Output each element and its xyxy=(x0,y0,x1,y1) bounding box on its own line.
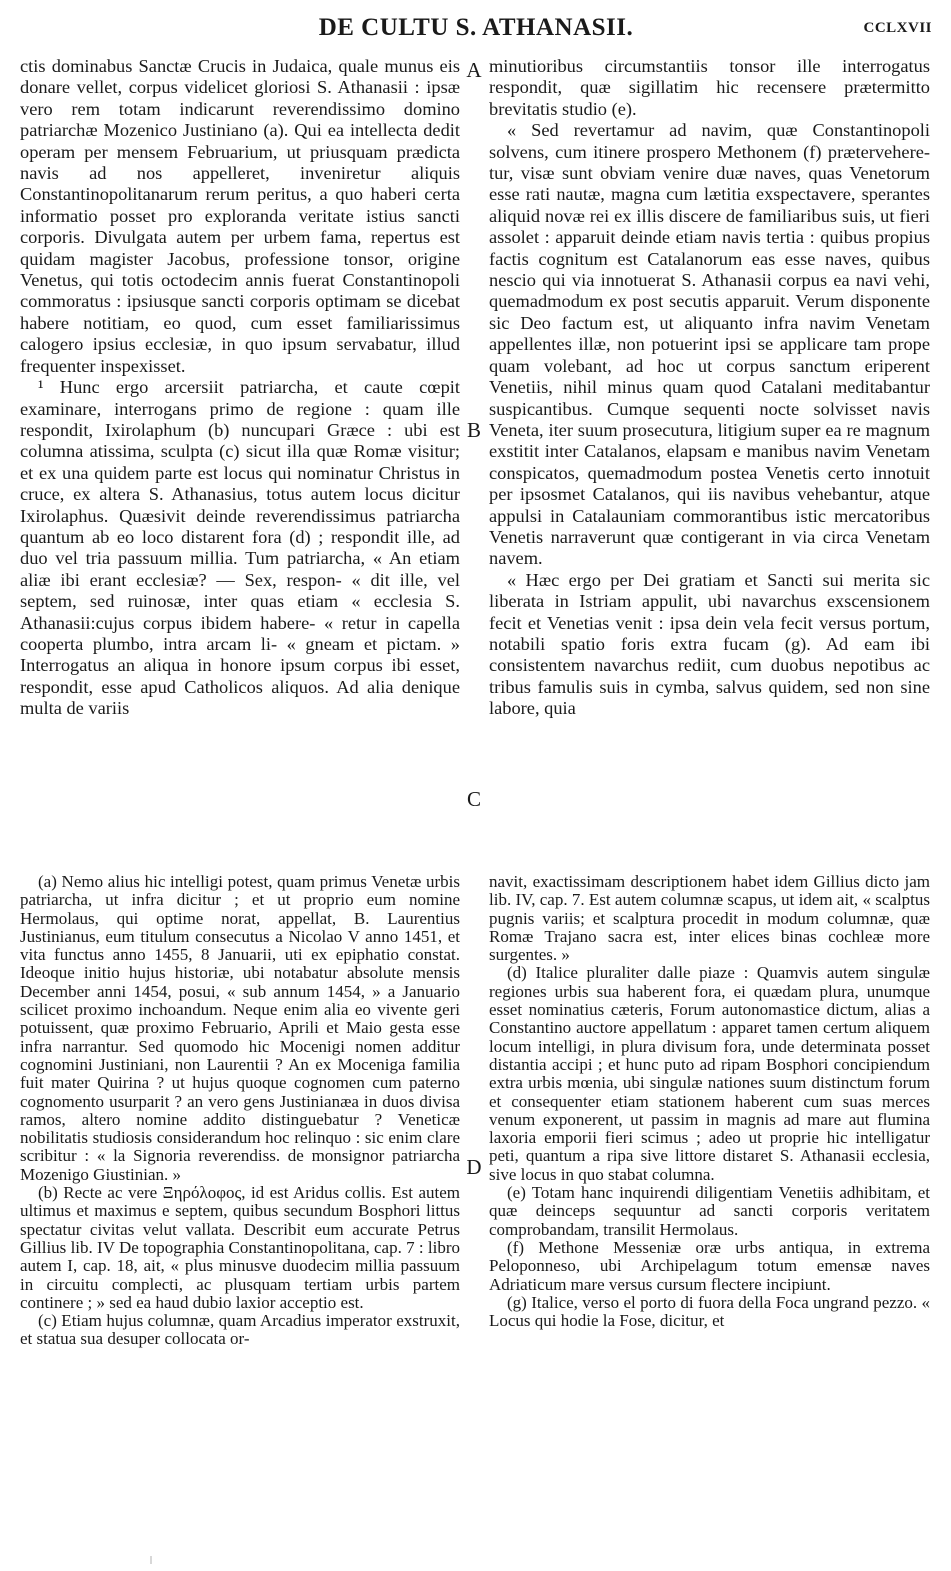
footnotes-left-column xyxy=(20,873,460,1349)
footnote: (e) Totam hanc inquirendi diligentiam Venetiis adhibitam, et quæ deinceps sequuntur ad sancti corporis veritatem comprobandam, transilit Hermolaus. xyxy=(489,1183,930,1239)
margin-letter-b: B xyxy=(466,418,481,442)
footnote: (f) Methone Messeniæ oræ urbs antiqua, in extrema Peloponneso, ubi Archipelagum totum emensæ naves Adriaticum mare versus cursum flectere incipiunt. xyxy=(489,1237,930,1294)
main-text-left-column xyxy=(20,56,460,720)
footnotes-right-column xyxy=(489,873,930,1330)
page-number: CCLXVII xyxy=(863,20,932,36)
paragraph: « Hæc ergo per Dei gratiam et Sancti sui merita sic liberata in Istriam appulit, ubi navarchus exscensionem fecit et Venetias venit : ipsa dein vela fecit versus portum, notabili spatio foris extra fucam (g). Ad eam ibi consistentem navarchus rediit, cum duobus nepotibus ac tribus famulis suis in cymba, salvus quidem, sed non sine labore, quia xyxy=(489,569,930,719)
footnote: navit, exactissimam descriptionem habet idem Gillius dicto jam lib. IV, cap. 7. Est autem columnæ scapus, ut idem ait, « scalptus pugnis variis; et scalptura procedit in modum columnæ, quæ Romæ Trajano sacra est, inter elices binas cochleæ more surgentes. » xyxy=(489,872,930,965)
footnote: (g) Italice, verso el porto di fuora della Foca ungrand pezzo. « Locus qui hodie la Fose, dicitur, et xyxy=(489,1292,930,1331)
paragraph: minutioribus circumstantiis tonsor ille interrogatus respondit, quæ sigillatim hic recensere prætermitto brevitatis studio (e). xyxy=(489,56,930,119)
margin-letter-a: A xyxy=(466,58,482,82)
footnote: (d) Italice pluraliter dalle piaze : Quamvis autem singulæ regiones urbis sua haberent fora, ei quædam plura, unumque esset nominatius cæteris, Forum autonomastice dictum, alias a Constantino auctore appellatum : apparet tamen certum aliquem locum intelligi, in plura divisum fora, unde determinata posset distantia accipi ; et hunc puto ad ripam Bosphori concipiendum extra urbis mœnia, ubi singulæ nationes suum distinctum forum et consequenter etiam stationem haberent cum suas merces venum exponerent, ut passim in magnis ad mare aut flumina laxoria emporii fieri scimus ; adeo ut proprie hic intelligatur peti, quantum a ripa sive littore distaret S. Athanasii ecclesia, sive locus in quo stabat columna. xyxy=(489,963,930,1184)
main-text-right-column xyxy=(489,56,930,720)
footnote: (c) Etiam hujus columnæ, quam Arcadius imperator exstruxit, et statua sua desuper collocata or- xyxy=(20,1311,460,1349)
paragraph: ¹ Hunc ergo arcersiit patriarcha, et caute cœpit examinare, interrogans primo de regione : quam ille respondit, Ixirolaphum (b) nuncupari Græce : ubi est columna atissima, sculpta (c) sicut illa quæ Romæ visitur; et ex una quidem parte est locus qui nominatur Christus in cruce, ex altera S. Athanasius, totus autem locus dicitur Ixirolaphus. Quæsivit deinde reverendissimus patriarcha quantum ab eo loco distarent fora (d) ; respondit ille, ad duo vel tria passuum millia. Tum patriarcha, « An etiam aliæ ibi erant ecclesiæ? — Sex, respon- « dit ille, vel septem, sed ruinosæ, inter quas etiam « ecclesia S. Athanasii:cujus corpus ibidem habere- « retur in capella cooperta plumbo, intra arcam li- « gneam et pictam. » Interrogatus an aliqua in honore ipsum corpus ibi esset, respondit, esse apud Catholicos aliquos. Ad alia denique multa de variis xyxy=(20,377,460,719)
page-header xyxy=(20,14,932,44)
footnote: (a) Nemo alius hic intelligi potest, quam primus Venetæ urbis patriarcha, ut infra dicitur ; et ut proprio eum nomine Hermolaus, qui optime norat, appellat, B. Laurentius Justinianus, eum titulum consecutus a Nicolao V anno 1451, et vita functus anno 1455, 8 Januarii, uti ex epiphatio constat. Ideoque initio hujus historiæ, ubi notabatur absolute mensis December anni 1454, posui, « sub annum 1454, » a Januario scilicet proximo inchoandum. Neque enim alia eo vivente geri potuissent, quæ proximo Februario, Aprili et Maio gesta esse infra narrantur. Sed quomodo hic Mocenigi nomen additur cognomini Justiniani, non Laurentii ? An ex Moceniga familia fuit mater Quirina ? ut hujus quoque cognomen cum paterno cognomento usurparit ? an vero gens Justinianæa in duos divisa ramos, altero nomine addito distinguebatur ? Veneticæ nobilitatis studiosis considerandum hoc relinquo : sic enim clare scribitur : « la Signoria reverendiss. de monsignor patriarcha Mozenigo Giustinian. » xyxy=(20,872,460,1184)
footnote: (b) Recte ac vere Ξηρόλοφος, id est Aridus collis. Est autem ultimus et maximus e septem, quibus secundum Bosphori littus spectatur civitas velut vallata. Describit eum accurate Petrus Gillius lib. IV De topographia Constantinopolitana, cap. 7 : libro autem I, cap. 18, ait, « plus minusve duodecim millia passuum in circuitu complecti, ac plusquam tertiam urbis partem continere ; » sed ea haud dubio laxior acceptio est. xyxy=(20,1183,460,1312)
paragraph: « Sed revertamur ad navim, quæ Constantinopoli solvens, cum itinere prospero Methonem (f) præterveheretur, visæ sunt obviam venire duæ naves, quas Venetorum esse rati nautæ, magna cum lætitia exspectavere, sperantes aliquid novæ rei ex illis discere de familiaribus suis, ut fieri assolet : apparuit deinde etiam navis tertia : quibus propius factis cognitum est Catalanorum eas esse naves, quibus nescio qui via innotuerat S. Athanasii corpus ea navi vehi, quemadmodum ex post secutis apparuit. Verum disponente sic Deo factum est, ut aliquanto infra navim Venetam appellentes illæ, non potuerint ipsi se applicare tam prope quam volebant, ad hoc ut corpus sanctum eriperent Venetiis, nihil minus quam quod Catalani meditabantur suspicantibus. Cumque sequenti nocte solvisset navis Veneta, iter suum prosecutura, litigium super ea re magnum exstitit inter Catalanos, elapsam e manibus navim Venetam conspicatos, quemadmodum postea Venetis certo innotuit per ipsosmet Catalanos, qui iis navibus vehebantur, atque appulsi in Catalauniam commorantibus istic mercatoribus Venetis narraverunt quæ contigerant in via circa Venetam navem. xyxy=(489,120,930,569)
margin-letter-d: D xyxy=(466,1155,482,1179)
margin-letter-c: C xyxy=(466,787,481,811)
running-title: DE CULTU S. ATHANASII. xyxy=(318,14,634,41)
paragraph: ctis dominabus Sanctæ Crucis in Judaica, quale munus eis donare vellet, corpus videlicet gloriosi S. Athanasii : ipsæ vero rem totam indicarunt reverendissimo domino patriarchæ Mozenico Justiniano (a). Qui ea intellecta dedit operam per mensem Februarium, ut priusquam prædicta navis ad nos appelleret, inveniretur aliquis Constantinopolitanarum rerum peritus, a quo haberi certa informatio posset pro exploranda veritate istius sancti corporis. Divulgata autem per urbem fama, repertus est quidam magister Jacobus, professione tonsor, origine Venetus, qui totis octodecim annis fuerat Constantinopoli commoratus : ipsiusque sancti corporis optimam se dicebat habere notitiam, eo quod, cum esset familiarissimus calogero ipsius ecclesiæ, in quo ipsum servabatur, illud frequenter inspexisset. xyxy=(20,56,460,376)
page-smudge xyxy=(150,1556,152,1564)
